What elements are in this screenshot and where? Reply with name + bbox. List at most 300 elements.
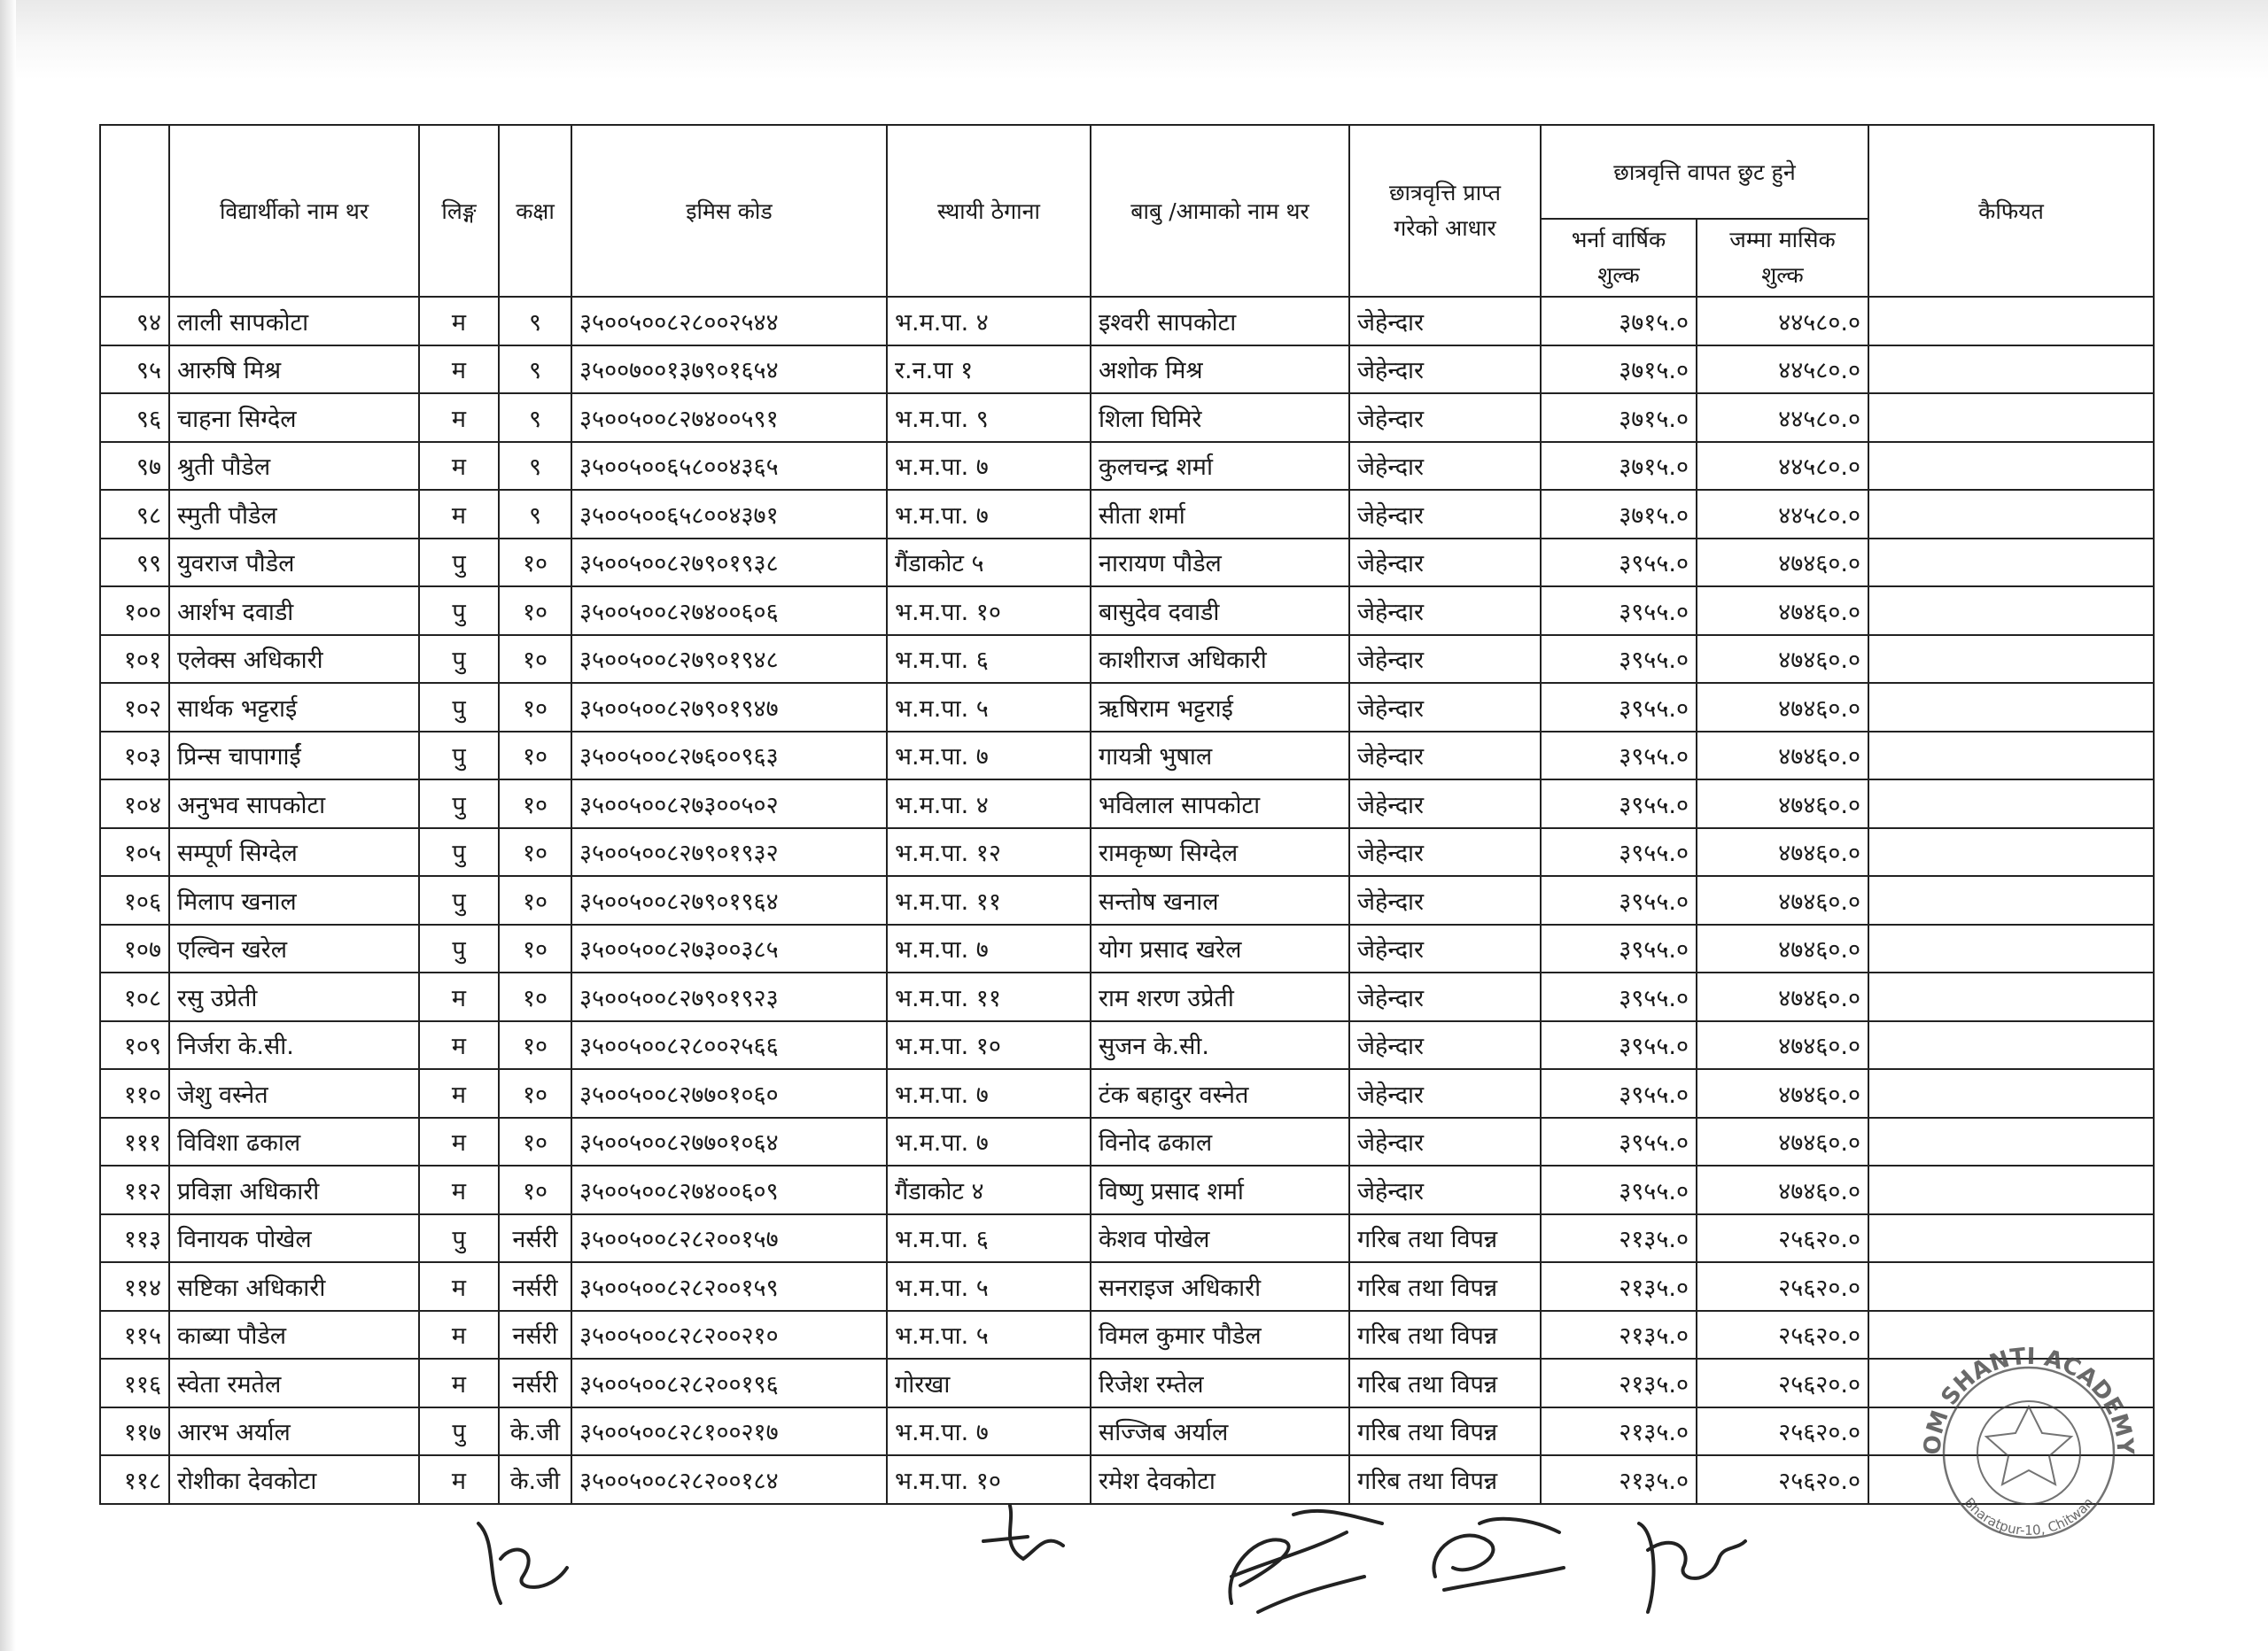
cell-basis: जेहेन्दार [1349,586,1541,635]
cell-basis: जेहेन्दार [1349,683,1541,732]
cell-emis-code: ३५००५००८२७९०१९३२ [571,828,887,877]
cell-serial: ९६ [100,393,169,442]
header-remarks: कैफियत [1868,125,2154,297]
table-row [100,779,2154,828]
cell-class: १० [499,1118,571,1167]
table-header [100,125,2154,297]
cell-class: १० [499,925,571,973]
cell-admission-fee: ३९५५.० [1541,586,1697,635]
cell-emis-code: ३५००५००८२८२००१५९ [571,1262,887,1311]
cell-emis-code: ३५००५००८२७४००६०६ [571,586,887,635]
cell-admission-fee: ३९५५.० [1541,876,1697,925]
cell-parent-name: सन्तोष खनाल [1091,876,1349,925]
cell-gender: पु [419,683,499,732]
cell-parent-name: रिजेश रम्तेल [1091,1359,1349,1407]
cell-class: ९ [499,297,571,345]
cell-serial: १११ [100,1118,169,1167]
cell-gender: पु [419,635,499,684]
table-row [100,876,2154,925]
header-monthly-line1: जम्मा मासिक [1729,227,1836,252]
cell-address: भ.म.पा. ११ [887,876,1091,925]
cell-basis: जेहेन्दार [1349,1069,1541,1118]
cell-basis: गरिब तथा विपन्न [1349,1311,1541,1360]
table-row [100,1311,2154,1360]
cell-address: भ.म.पा. ७ [887,1118,1091,1167]
cell-student-name: चाहना सिग्देल [169,393,419,442]
cell-emis-code: ३५००५००८२८२००१८४ [571,1455,887,1504]
cell-serial: ११३ [100,1214,169,1263]
cell-serial: ११६ [100,1359,169,1407]
table-row [100,393,2154,442]
cell-parent-name: कुलचन्द्र शर्मा [1091,442,1349,491]
cell-serial: १०० [100,586,169,635]
cell-gender: म [419,345,499,394]
cell-student-name: स्मुती पौडेल [169,490,419,539]
cell-emis-code: ३५००५००८२७४००५९१ [571,393,887,442]
signature-4 [1418,1506,1577,1603]
cell-emis-code: ३५००७००१३७९०१६५४ [571,345,887,394]
cell-emis-code: ३५००५००८२८२००१९६ [571,1359,887,1407]
stamp-inner-ring [1977,1401,2080,1504]
cell-class: १० [499,1069,571,1118]
cell-basis: गरिब तथा विपन्न [1349,1214,1541,1263]
cell-class: १० [499,539,571,587]
table-row [100,1407,2154,1456]
cell-student-name: विनायक पोखेल [169,1214,419,1263]
cell-gender: पु [419,828,499,877]
header-student-name: विद्यार्थीको नाम थर [169,125,419,297]
table-row [100,1069,2154,1118]
cell-parent-name: विनोद ढकाल [1091,1118,1349,1167]
cell-gender: म [419,1021,499,1070]
cell-address: गैंडाकोट ५ [887,539,1091,587]
cell-basis: जेहेन्दार [1349,779,1541,828]
cell-student-name: सार्थक भट्टराई [169,683,419,732]
cell-serial: ९७ [100,442,169,491]
cell-gender: म [419,1311,499,1360]
cell-gender: पु [419,539,499,587]
cell-serial: ९५ [100,345,169,394]
header-serial [100,125,169,297]
cell-admission-fee: ३९५५.० [1541,1021,1697,1070]
cell-remarks [1868,635,2154,684]
cell-address: र.न.पा १ [887,345,1091,394]
cell-basis: जेहेन्दार [1349,732,1541,780]
cell-monthly-fee: ४७४६०.० [1697,876,1868,925]
cell-monthly-fee: ४४५८०.० [1697,393,1868,442]
cell-admission-fee: ३७१५.० [1541,393,1697,442]
header-scholarship-basis [1349,125,1541,297]
cell-student-name: लाली सापकोटा [169,297,419,345]
cell-gender: पु [419,779,499,828]
cell-monthly-fee: ४७४६०.० [1697,973,1868,1021]
table-body [100,297,2154,1504]
cell-admission-fee: ३७१५.० [1541,490,1697,539]
cell-parent-name: काशीराज अधिकारी [1091,635,1349,684]
cell-student-name: श्रुती पौडेल [169,442,419,491]
cell-parent-name: भविलाल सापकोटा [1091,779,1349,828]
cell-class: नर्सरी [499,1359,571,1407]
cell-admission-fee: ३९५५.० [1541,635,1697,684]
cell-remarks [1868,925,2154,973]
cell-monthly-fee: ४७४६०.० [1697,635,1868,684]
cell-class: नर्सरी [499,1214,571,1263]
table-row [100,297,2154,345]
signature-5 [1621,1506,1754,1621]
cell-address: गैंडाकोट ४ [887,1166,1091,1214]
cell-admission-fee: ३७१५.० [1541,442,1697,491]
table-row [100,683,2154,732]
cell-gender: म [419,1359,499,1407]
cell-address: भ.म.पा. ७ [887,925,1091,973]
scan-left-edge [0,0,16,1651]
cell-monthly-fee: २५६२०.० [1697,1311,1868,1360]
cell-serial: ११८ [100,1455,169,1504]
cell-monthly-fee: २५६२०.० [1697,1455,1868,1504]
cell-class: के.जी [499,1455,571,1504]
cell-class: ९ [499,490,571,539]
cell-monthly-fee: ४४५८०.० [1697,490,1868,539]
cell-gender: म [419,1262,499,1311]
cell-admission-fee: ३९५५.० [1541,1118,1697,1167]
table-row [100,1214,2154,1263]
cell-emis-code: ३५००५००८२७६००९६३ [571,732,887,780]
cell-student-name: एलेक्स अधिकारी [169,635,419,684]
cell-emis-code: ३५००५००८२७७०१०६० [571,1069,887,1118]
table-row [100,442,2154,491]
cell-class: १० [499,683,571,732]
cell-class: १० [499,586,571,635]
table-row [100,1262,2154,1311]
cell-emis-code: ३५००५००८२७९०१९२३ [571,973,887,1021]
cell-monthly-fee: २५६२०.० [1697,1214,1868,1263]
table-row [100,925,2154,973]
cell-emis-code: ३५००५००८२७९०१९४८ [571,635,887,684]
cell-class: १० [499,1166,571,1214]
cell-gender: पु [419,1214,499,1263]
cell-monthly-fee: ४७४६०.० [1697,586,1868,635]
cell-student-name: काब्या पौडेल [169,1311,419,1360]
cell-monthly-fee: ४७४६०.० [1697,779,1868,828]
cell-address: भ.म.पा. ५ [887,683,1091,732]
cell-class: नर्सरी [499,1311,571,1360]
stamp-star-icon [1986,1407,2071,1484]
cell-student-name: मिलाप खनाल [169,876,419,925]
cell-parent-name: टंक बहादुर वस्नेत [1091,1069,1349,1118]
cell-remarks [1868,442,2154,491]
cell-monthly-fee: ४७४६०.० [1697,925,1868,973]
cell-admission-fee: २१३५.० [1541,1262,1697,1311]
cell-remarks [1868,490,2154,539]
cell-address: भ.म.पा. १० [887,586,1091,635]
cell-admission-fee: ३९५५.० [1541,973,1697,1021]
cell-student-name: प्रिन्स चापागाईं [169,732,419,780]
header-emis-code: इमिस कोड [571,125,887,297]
cell-basis: जेहेन्दार [1349,1118,1541,1167]
cell-basis: गरिब तथा विपन्न [1349,1359,1541,1407]
cell-serial: १०७ [100,925,169,973]
cell-address: भ.म.पा. ७ [887,732,1091,780]
cell-basis: जेहेन्दार [1349,297,1541,345]
table-row [100,1021,2154,1070]
cell-address: भ.म.पा. ७ [887,1407,1091,1456]
cell-student-name: आरुषि मिश्र [169,345,419,394]
cell-gender: पु [419,586,499,635]
cell-monthly-fee: ४४५८०.० [1697,345,1868,394]
cell-admission-fee: ३९५५.० [1541,683,1697,732]
cell-emis-code: ३५००५००८२७९०१९४७ [571,683,887,732]
cell-monthly-fee: ४७४६०.० [1697,1166,1868,1214]
cell-address: भ.म.पा. १२ [887,828,1091,877]
cell-emis-code: ३५००५००६५८००४३७१ [571,490,887,539]
cell-gender: म [419,1069,499,1118]
cell-class: १० [499,973,571,1021]
cell-parent-name: ऋषिराम भट्टराई [1091,683,1349,732]
cell-basis: जेहेन्दार [1349,345,1541,394]
cell-student-name: निर्जरा के.सी. [169,1021,419,1070]
cell-monthly-fee: ४७४६०.० [1697,539,1868,587]
cell-class: के.जी [499,1407,571,1456]
header-admission-line2: शुल्क [1597,262,1640,288]
cell-remarks [1868,1021,2154,1070]
cell-parent-name: सुजन के.सी. [1091,1021,1349,1070]
table-row [100,732,2154,780]
cell-emis-code: ३५००५००८२८००२५६६ [571,1021,887,1070]
cell-emis-code: ३५००५००८२८००२५४४ [571,297,887,345]
cell-address: भ.म.पा. ४ [887,297,1091,345]
cell-parent-name: अशोक मिश्र [1091,345,1349,394]
header-waiver-group: छात्रवृत्ति वापत छुट हुने [1541,125,1868,219]
cell-class: १० [499,732,571,780]
cell-gender: पु [419,925,499,973]
header-basis-line1: छात्रवृत्ति प्राप्त [1388,180,1502,205]
cell-basis: जेहेन्दार [1349,442,1541,491]
cell-gender: म [419,297,499,345]
cell-monthly-fee: ४७४६०.० [1697,828,1868,877]
cell-remarks [1868,876,2154,925]
header-parent-name: बाबु /आमाको नाम थर [1091,125,1349,297]
cell-gender: म [419,1118,499,1167]
cell-class: ९ [499,345,571,394]
cell-admission-fee: २१३५.० [1541,1311,1697,1360]
signature-1 [461,1506,594,1621]
cell-monthly-fee: ४७४६०.० [1697,732,1868,780]
cell-address: भ.म.पा. ११ [887,973,1091,1021]
cell-parent-name: इश्वरी सापकोटा [1091,297,1349,345]
table-row [100,635,2154,684]
cell-basis: जेहेन्दार [1349,876,1541,925]
cell-student-name: सष्टिका अधिकारी [169,1262,419,1311]
cell-monthly-fee: २५६२०.० [1697,1407,1868,1456]
table-row [100,973,2154,1021]
cell-emis-code: ३५००५००८२७३००३८५ [571,925,887,973]
cell-remarks [1868,539,2154,587]
cell-remarks [1868,297,2154,345]
table-row [100,539,2154,587]
cell-student-name: एल्विन खरेल [169,925,419,973]
cell-basis: जेहेन्दार [1349,539,1541,587]
cell-address: भ.म.पा. ५ [887,1262,1091,1311]
cell-remarks [1868,683,2154,732]
header-monthly-line2: शुल्क [1761,262,1804,288]
cell-gender: पु [419,1407,499,1456]
cell-gender: म [419,490,499,539]
cell-monthly-fee: ४७४६०.० [1697,1118,1868,1167]
cell-monthly-fee: ४४५८०.० [1697,442,1868,491]
cell-admission-fee: ३९५५.० [1541,925,1697,973]
table-row [100,490,2154,539]
cell-admission-fee: २१३५.० [1541,1359,1697,1407]
cell-address: गोरखा [887,1359,1091,1407]
cell-admission-fee: ३९५५.० [1541,539,1697,587]
cell-admission-fee: ३९५५.० [1541,732,1697,780]
cell-admission-fee: २१३५.० [1541,1214,1697,1263]
cell-serial: १०२ [100,683,169,732]
cell-serial: १०६ [100,876,169,925]
cell-monthly-fee: ४७४६०.० [1697,1021,1868,1070]
cell-parent-name: योग प्रसाद खरेल [1091,925,1349,973]
cell-student-name: प्रविज्ञा अधिकारी [169,1166,419,1214]
cell-admission-fee: ३७१५.० [1541,345,1697,394]
header-gender: लिङ्ग [419,125,499,297]
cell-basis: गरिब तथा विपन्न [1349,1262,1541,1311]
cell-student-name: रोशीका देवकोटा [169,1455,419,1504]
cell-admission-fee: ३७१५.० [1541,297,1697,345]
cell-serial: ९८ [100,490,169,539]
cell-parent-name: विष्णु प्रसाद शर्मा [1091,1166,1349,1214]
cell-gender: पु [419,876,499,925]
cell-remarks [1868,393,2154,442]
cell-serial: १०४ [100,779,169,828]
cell-remarks [1868,586,2154,635]
cell-gender: म [419,1166,499,1214]
cell-basis: गरिब तथा विपन्न [1349,1455,1541,1504]
cell-class: १० [499,828,571,877]
header-class: कक्षा [499,125,571,297]
table-row [100,1166,2154,1214]
cell-parent-name: नारायण पौडेल [1091,539,1349,587]
cell-student-name: युवराज पौडेल [169,539,419,587]
cell-parent-name: गायत्री भुषाल [1091,732,1349,780]
cell-student-name: जेशु वस्नेत [169,1069,419,1118]
cell-basis: जेहेन्दार [1349,828,1541,877]
cell-basis: जेहेन्दार [1349,1021,1541,1070]
cell-gender: म [419,442,499,491]
cell-parent-name: रामकृष्ण सिग्देल [1091,828,1349,877]
table-row [100,1455,2154,1504]
cell-parent-name: सीता शर्मा [1091,490,1349,539]
cell-basis: जेहेन्दार [1349,490,1541,539]
cell-address: भ.म.पा. ५ [887,1311,1091,1360]
cell-parent-name: सनराइज अधिकारी [1091,1262,1349,1311]
cell-serial: ११४ [100,1262,169,1311]
cell-monthly-fee: ४४५८०.० [1697,297,1868,345]
cell-admission-fee: २१३५.० [1541,1455,1697,1504]
cell-serial: ९९ [100,539,169,587]
table-row [100,828,2154,877]
header-permanent-address: स्थायी ठेगाना [887,125,1091,297]
cell-emis-code: ३५००५००८२७३००५०२ [571,779,887,828]
cell-parent-name: शिला घिमिरे [1091,393,1349,442]
cell-serial: १०५ [100,828,169,877]
table-row [100,586,2154,635]
cell-parent-name: बासुदेव दवाडी [1091,586,1349,635]
cell-class: ९ [499,442,571,491]
cell-monthly-fee: २५६२०.० [1697,1262,1868,1311]
cell-basis: जेहेन्दार [1349,393,1541,442]
cell-monthly-fee: ४७४६०.० [1697,683,1868,732]
cell-basis: जेहेन्दार [1349,635,1541,684]
cell-basis: जेहेन्दार [1349,925,1541,973]
cell-remarks [1868,1166,2154,1214]
cell-parent-name: रमेश देवकोटा [1091,1455,1349,1504]
cell-student-name: विविशा ढकाल [169,1118,419,1167]
cell-admission-fee: ३९५५.० [1541,1166,1697,1214]
cell-address: भ.म.पा. ६ [887,1214,1091,1263]
cell-serial: ११० [100,1069,169,1118]
header-admission-fee [1541,219,1697,297]
cell-serial: १०९ [100,1021,169,1070]
cell-student-name: आर्शभ दवाडी [169,586,419,635]
cell-parent-name: विमल कुमार पौडेल [1091,1311,1349,1360]
scholarship-table [99,124,2155,1505]
cell-student-name: आरभ अर्याल [169,1407,419,1456]
cell-remarks [1868,1069,2154,1118]
cell-address: भ.म.पा. ४ [887,779,1091,828]
cell-address: भ.म.पा. ९ [887,393,1091,442]
cell-basis: जेहेन्दार [1349,1166,1541,1214]
cell-class: १० [499,779,571,828]
header-monthly-fee [1697,219,1868,297]
cell-emis-code: ३५००५००८२८२००२१० [571,1311,887,1360]
cell-emis-code: ३५००५००८२७७०१०६४ [571,1118,887,1167]
cell-serial: १०८ [100,973,169,1021]
scan-top-shadow [0,0,2268,80]
cell-class: नर्सरी [499,1262,571,1311]
cell-student-name: सम्पूर्ण सिग्देल [169,828,419,877]
cell-class: १० [499,1021,571,1070]
cell-admission-fee: ३९५५.० [1541,1069,1697,1118]
cell-parent-name: राम शरण उप्रेती [1091,973,1349,1021]
signature-2 [975,1497,1081,1568]
cell-serial: ९४ [100,297,169,345]
cell-class: ९ [499,393,571,442]
cell-admission-fee: ३९५५.० [1541,779,1697,828]
cell-remarks [1868,1262,2154,1311]
stamp-school-name: OM SHANTI ACADEMY [1919,1343,2139,1456]
cell-remarks [1868,1214,2154,1263]
cell-admission-fee: ३९५५.० [1541,828,1697,877]
cell-serial: १०३ [100,732,169,780]
cell-emis-code: ३५००५००८२८१००२१७ [571,1407,887,1456]
cell-student-name: अनुभव सापकोटा [169,779,419,828]
cell-parent-name: सज्जिब अर्याल [1091,1407,1349,1456]
cell-serial: १०१ [100,635,169,684]
cell-emis-code: ३५००५००८२८२००१५७ [571,1214,887,1263]
school-stamp [1914,1337,2144,1541]
cell-serial: ११७ [100,1407,169,1456]
cell-remarks [1868,732,2154,780]
cell-gender: पु [419,732,499,780]
signature-3 [1205,1497,1400,1621]
cell-emis-code: ३५००५००६५८००४३६५ [571,442,887,491]
cell-address: भ.म.पा. १० [887,1455,1091,1504]
cell-emis-code: ३५००५००८२७९०१९६४ [571,876,887,925]
header-admission-line1: भर्ना वार्षिक [1571,227,1666,252]
cell-address: भ.म.पा. ६ [887,635,1091,684]
cell-serial: ११२ [100,1166,169,1214]
cell-remarks [1868,828,2154,877]
